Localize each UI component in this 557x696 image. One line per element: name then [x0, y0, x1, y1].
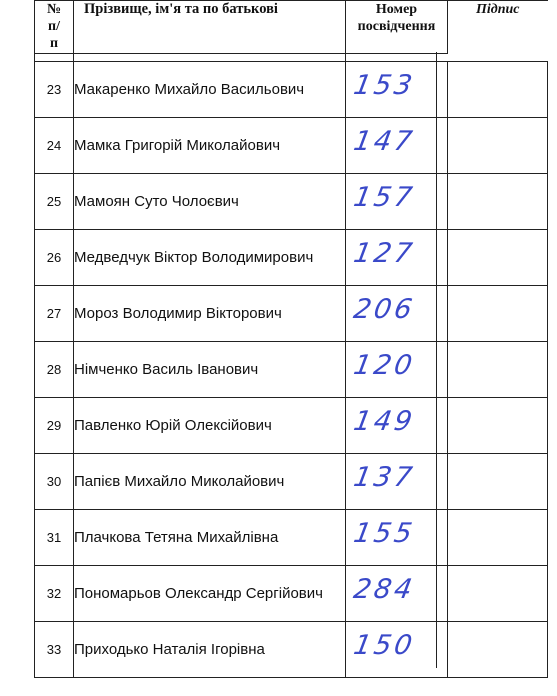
row-certificate-number: 149: [346, 398, 448, 454]
table-row: [35, 230, 548, 286]
row-number: 24: [35, 118, 74, 174]
table-header-row: [35, 1, 548, 54]
table-row: [35, 622, 548, 678]
row-number: 30: [35, 454, 74, 510]
row-full-name: Мамоян Суто Чолоєвич: [74, 174, 346, 230]
row-number: 33: [35, 622, 74, 678]
table-row: [35, 510, 548, 566]
row-full-name: Мамка Григорій Миколайович: [74, 118, 346, 174]
row-full-name: Плачкова Тетяна Михайлівна: [74, 510, 346, 566]
row-full-name: Папієв Михайло Миколайович: [74, 454, 346, 510]
table-row: [35, 174, 548, 230]
table-row: [35, 62, 548, 118]
row-signature: [448, 342, 548, 398]
table-row: [35, 566, 548, 622]
row-signature: [448, 118, 548, 174]
row-certificate-number: 127: [346, 230, 448, 286]
row-signature: [448, 510, 548, 566]
table-row: [35, 342, 548, 398]
row-full-name: Медведчук Віктор Володимирович: [74, 230, 346, 286]
spacer-row: [35, 54, 548, 62]
header-full-name: Прізвище, ім'я та по батькові: [74, 1, 346, 54]
roster-table: [34, 0, 548, 678]
row-certificate-number: 157: [346, 174, 448, 230]
row-signature: [448, 622, 548, 678]
row-full-name: Павленко Юрій Олексійович: [74, 398, 346, 454]
row-full-name: Приходько Наталія Ігорівна: [74, 622, 346, 678]
table-row: [35, 286, 548, 342]
row-number: 25: [35, 174, 74, 230]
row-certificate-number: 284: [346, 566, 448, 622]
row-number: 26: [35, 230, 74, 286]
row-number: 23: [35, 62, 74, 118]
row-certificate-number: 206: [346, 286, 448, 342]
row-certificate-number: 153: [346, 62, 448, 118]
row-full-name: Пономарьов Олександр Сергійович: [74, 566, 346, 622]
row-certificate-number: 120: [346, 342, 448, 398]
header-number: № п/п: [35, 1, 74, 54]
row-full-name: Німченко Василь Іванович: [74, 342, 346, 398]
row-number: 31: [35, 510, 74, 566]
row-certificate-number: 147: [346, 118, 448, 174]
row-number: 28: [35, 342, 74, 398]
table-row: [35, 398, 548, 454]
row-certificate-number: 137: [346, 454, 448, 510]
row-signature: [448, 286, 548, 342]
row-full-name: Макаренко Михайло Васильович: [74, 62, 346, 118]
row-signature: [448, 566, 548, 622]
row-certificate-number: 150: [346, 622, 448, 678]
row-number: 27: [35, 286, 74, 342]
row-signature: [448, 230, 548, 286]
table-row: [35, 454, 548, 510]
row-signature: [448, 398, 548, 454]
row-full-name: Мороз Володимир Вікторович: [74, 286, 346, 342]
row-signature: [448, 174, 548, 230]
header-signature: Підпис: [448, 1, 548, 54]
header-certificate-number: Номер посвідчення: [346, 1, 448, 54]
row-number: 32: [35, 566, 74, 622]
row-number: 29: [35, 398, 74, 454]
certificate-column-right-rule: [436, 52, 437, 668]
row-certificate-number: 155: [346, 510, 448, 566]
row-signature: [448, 454, 548, 510]
row-signature: [448, 62, 548, 118]
table-row: [35, 118, 548, 174]
